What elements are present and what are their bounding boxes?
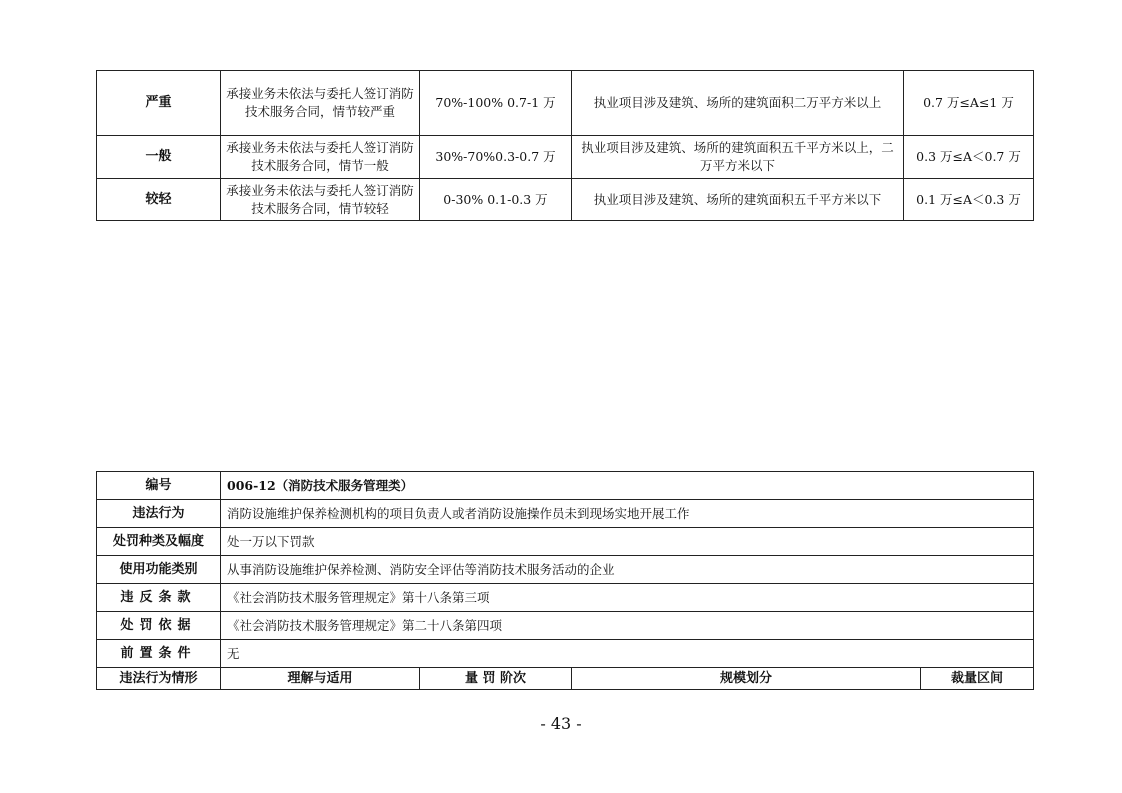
penalty-levels-table bbox=[96, 70, 1034, 221]
field-value: 无 bbox=[221, 640, 1034, 668]
scale-cell: 执业项目涉及建筑、场所的建筑面积五千平方米以上，二万平方米以下 bbox=[572, 136, 904, 179]
field-value: 处一万以下罚款 bbox=[221, 528, 1034, 556]
field-value: 《社会消防技术服务管理规定》第十八条第三项 bbox=[221, 584, 1034, 612]
circumstance-cell: 承接业务未依法与委托人签订消防技术服务合同，情节较轻 bbox=[221, 179, 420, 221]
scale-cell: 执业项目涉及建筑、场所的建筑面积五千平方米以下 bbox=[572, 179, 904, 221]
ratio-cell: 0-30% 0.1-0.3 万 bbox=[420, 179, 572, 221]
table-row bbox=[97, 136, 1034, 179]
table-row bbox=[97, 556, 1034, 584]
violation-info-table bbox=[96, 471, 1034, 690]
range-cell: 0.7 万≤A≤1 万 bbox=[904, 71, 1034, 136]
field-label: 违反条款 bbox=[97, 584, 221, 612]
field-label: 前置条件 bbox=[97, 640, 221, 668]
ratio-cell: 70%-100% 0.7-1 万 bbox=[420, 71, 572, 136]
level-cell: 较轻 bbox=[97, 179, 221, 221]
table-row bbox=[97, 472, 1034, 500]
table-row bbox=[97, 612, 1034, 640]
level-cell: 严重 bbox=[97, 71, 221, 136]
range-cell: 0.3 万≤A＜0.7 万 bbox=[904, 136, 1034, 179]
field-value: 从事消防设施维护保养检测、消防安全评估等消防技术服务活动的企业 bbox=[221, 556, 1034, 584]
field-label: 处罚种类及幅度 bbox=[97, 528, 221, 556]
table-row bbox=[97, 528, 1034, 556]
ratio-cell: 30%-70%0.3-0.7 万 bbox=[420, 136, 572, 179]
table-row bbox=[97, 71, 1034, 136]
scale-cell: 执业项目涉及建筑、场所的建筑面积二万平方米以上 bbox=[572, 71, 904, 136]
header-understanding: 理解与适用 bbox=[221, 668, 420, 690]
header-scale: 规模划分 bbox=[572, 668, 921, 690]
circumstance-cell: 承接业务未依法与委托人签订消防技术服务合同，情节一般 bbox=[221, 136, 420, 179]
column-header-row bbox=[97, 668, 1034, 690]
table-row bbox=[97, 500, 1034, 528]
page-number: - 43 - bbox=[540, 714, 582, 733]
header-penalty-level: 量 罚 阶次 bbox=[420, 668, 572, 690]
circumstance-cell: 承接业务未依法与委托人签订消防技术服务合同，情节较严重 bbox=[221, 71, 420, 136]
header-violation-circumstance: 违法行为情形 bbox=[97, 668, 221, 690]
field-value: 《社会消防技术服务管理规定》第二十八条第四项 bbox=[221, 612, 1034, 640]
field-label: 使用功能类别 bbox=[97, 556, 221, 584]
table-row bbox=[97, 584, 1034, 612]
field-label: 处罚依据 bbox=[97, 612, 221, 640]
field-value: 006-12（消防技术服务管理类） bbox=[221, 472, 1034, 500]
field-label: 编号 bbox=[97, 472, 221, 500]
level-cell: 一般 bbox=[97, 136, 221, 179]
table-row bbox=[97, 640, 1034, 668]
range-cell: 0.1 万≤A＜0.3 万 bbox=[904, 179, 1034, 221]
field-value: 消防设施维护保养检测机构的项目负责人或者消防设施操作员未到现场实地开展工作 bbox=[221, 500, 1034, 528]
header-range: 裁量区间 bbox=[921, 668, 1034, 690]
table-row bbox=[97, 179, 1034, 221]
field-label: 违法行为 bbox=[97, 500, 221, 528]
